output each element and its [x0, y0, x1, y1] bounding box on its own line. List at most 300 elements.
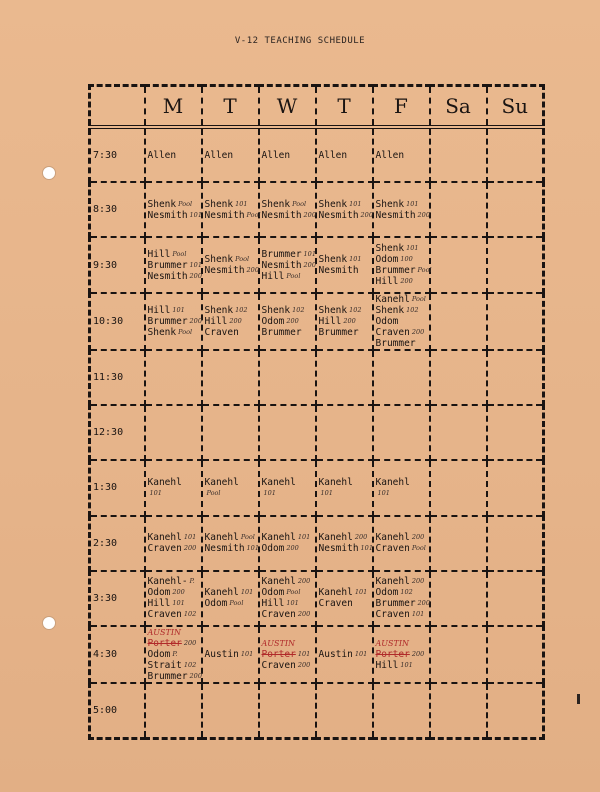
time-row [90, 626, 544, 683]
instructor-name: Craven [147, 543, 182, 555]
room-number: Pool [240, 533, 255, 542]
instructor-name: Craven [375, 609, 410, 621]
schedule-cell [430, 405, 487, 460]
instructor-entry [147, 315, 202, 327]
schedule-cell [202, 293, 259, 350]
instructor-name: Nesmith [147, 270, 188, 282]
instructor-name: Shenk [147, 198, 177, 210]
struck-name: Porter [261, 649, 296, 661]
instructor-entry [261, 248, 316, 260]
time-label: 4:30 [90, 626, 145, 683]
instructor-name: Nesmith [147, 209, 188, 221]
instructor-entry [375, 265, 432, 277]
schedule-cell [316, 127, 373, 182]
room-number: 101 [189, 210, 202, 219]
instructor-name: Craven [261, 609, 296, 621]
schedule-cell [202, 626, 259, 683]
instructor-entry [148, 627, 199, 638]
room-number: 102 [400, 588, 413, 597]
instructor-name: Brummer [147, 315, 188, 327]
instructor-name: Nesmith [318, 543, 359, 555]
room-number: Pool [411, 544, 426, 553]
instructor-entry [262, 271, 313, 282]
time-row [90, 293, 544, 350]
schedule-cell [259, 516, 316, 571]
room-number: 101 [354, 650, 368, 659]
instructor-entry [262, 609, 313, 620]
room-number: 101 [406, 199, 419, 208]
schedule-cell [202, 182, 259, 237]
instructor-entry [319, 488, 370, 499]
instructor-entry [262, 660, 313, 671]
room-number: 101 [297, 650, 311, 659]
day-header: T [202, 86, 259, 128]
schedule-cell [316, 626, 373, 683]
schedule-cell [316, 683, 373, 738]
instructor-name: Nesmith [318, 209, 359, 221]
time-label: 3:30 [90, 571, 145, 626]
instructor-entry [205, 532, 256, 543]
room-number: 200 [417, 210, 430, 219]
instructor-name: Allen [204, 149, 234, 161]
instructor-name: Odom [147, 587, 171, 599]
room-number: Pool [286, 588, 301, 597]
room-number: 200 [183, 639, 197, 648]
room-number: 101 [354, 588, 368, 597]
instructor-entry [205, 488, 256, 499]
instructor-entry [319, 587, 370, 598]
instructor-name: Shenk [204, 254, 234, 266]
room-number: 200 [400, 277, 413, 286]
instructor-entry [376, 638, 427, 649]
instructor-entry [376, 199, 427, 210]
schedule-cell [202, 237, 259, 292]
instructor-entry [376, 276, 427, 287]
instructor-entry [376, 543, 427, 554]
instructor-name: Shenk [318, 198, 348, 210]
room-number: 101 [263, 488, 276, 497]
room-number: 101 [360, 544, 373, 553]
schedule-cell [145, 405, 202, 460]
schedule-cell [316, 571, 373, 626]
schedule-cell [145, 460, 202, 515]
instructor-name: Brummer [318, 326, 359, 338]
room-number: 200 [286, 544, 299, 553]
instructor-entry [375, 209, 430, 221]
instructor-name: Shenk [318, 254, 348, 266]
day-header: T [316, 86, 373, 128]
instructor-entry [262, 587, 313, 598]
time-row [90, 237, 544, 292]
schedule-cell [430, 516, 487, 571]
schedule-table [88, 84, 545, 740]
instructor-name: Hill [318, 315, 342, 327]
instructor-name: Odom [375, 315, 399, 327]
instructor-entry [147, 671, 202, 683]
instructor-entry [262, 305, 313, 316]
room-number: Pool [206, 488, 221, 497]
schedule-cell [487, 460, 544, 515]
instructor-entry [262, 150, 313, 161]
instructor-name: Shenk [204, 304, 234, 316]
instructor-name: Hill [147, 304, 171, 316]
room-number: 200 [246, 266, 259, 275]
room-number: Pool [235, 255, 250, 264]
schedule-cell [145, 293, 202, 350]
instructor-name: Brummer [147, 671, 188, 683]
instructor-entry [376, 316, 427, 327]
instructor-entry [318, 209, 373, 221]
schedule-cell [487, 405, 544, 460]
instructor-entry [205, 254, 256, 265]
instructor-entry [376, 660, 427, 671]
instructor-entry [147, 259, 202, 271]
schedule-cell [430, 182, 487, 237]
corner-cell [90, 86, 145, 128]
time-label: 2:30 [90, 516, 145, 571]
room-number: 200 [343, 316, 356, 325]
time-row [90, 516, 544, 571]
room-number: 200 [172, 588, 185, 597]
instructor-name: Craven [375, 543, 410, 555]
time-row [90, 571, 544, 626]
room-number: Pool [411, 294, 426, 303]
room-number: Pool [286, 271, 301, 280]
schedule-cell [487, 127, 544, 182]
instructor-entry [205, 649, 256, 660]
instructor-name: Craven [204, 326, 239, 338]
instructor-entry [376, 587, 427, 598]
instructor-name: Craven [261, 660, 296, 672]
room-number: 200 [411, 577, 425, 586]
schedule-cell [316, 516, 373, 571]
instructor-entry [148, 576, 199, 587]
schedule-cell [373, 293, 430, 350]
instructor-name: Brummer [147, 259, 188, 271]
room-number: 101 [303, 249, 316, 258]
schedule-cell [373, 350, 430, 405]
room-number: 200 [297, 661, 311, 670]
schedule-cell [316, 460, 373, 515]
instructor-name: Kanehl [318, 587, 353, 599]
instructor-name: Kanehl [375, 576, 410, 588]
instructor-entry [376, 305, 427, 316]
room-number: 200 [189, 672, 202, 681]
schedule-cell [487, 350, 544, 405]
room-number: 200 [297, 610, 311, 619]
schedule-cell [487, 571, 544, 626]
instructor-entry [148, 609, 199, 620]
time-label: 5:00 [90, 683, 145, 738]
schedule-cell [202, 683, 259, 738]
schedule-cell [373, 571, 430, 626]
instructor-name: Brummer [261, 326, 302, 338]
instructor-name: Kanehl [204, 587, 239, 599]
room-number: Pool [246, 210, 261, 219]
instructor-entry [319, 265, 370, 276]
schedule-cell [145, 127, 202, 182]
instructor-entry [376, 150, 427, 161]
instructor-name: Kanehl [261, 476, 296, 488]
instructor-name: Austin [318, 649, 353, 661]
room-number: Pool [178, 327, 193, 336]
schedule-cell [373, 182, 430, 237]
instructor-name: Shenk [261, 304, 291, 316]
schedule-cell [259, 293, 316, 350]
instructor-entry [262, 316, 313, 327]
instructor-name: Kanehl [318, 532, 353, 544]
schedule-cell [316, 237, 373, 292]
room-number: Pool [292, 199, 307, 208]
instructor-name: Kanehl [204, 476, 239, 488]
schedule-cell [145, 571, 202, 626]
instructor-name: Allen [261, 149, 291, 161]
instructor-entry [376, 649, 427, 660]
instructor-name: Brummer [375, 337, 416, 349]
schedule-cell [430, 683, 487, 738]
instructor-name: Kanehl [375, 532, 410, 544]
schedule-cell [316, 405, 373, 460]
room-number: 101 [406, 244, 419, 253]
instructor-entry [376, 477, 427, 488]
schedule-cell [202, 571, 259, 626]
punch-hole-top [42, 166, 56, 180]
day-header: Su [487, 86, 544, 128]
schedule-cell [316, 350, 373, 405]
instructor-entry [148, 532, 199, 543]
schedule-cell [259, 182, 316, 237]
instructor-name: Kanehl [318, 476, 353, 488]
instructor-entry [262, 576, 313, 587]
instructor-entry [148, 199, 199, 210]
instructor-entry [147, 209, 202, 221]
instructor-name: Hill [147, 598, 171, 610]
instructor-entry [148, 543, 199, 554]
time-row [90, 127, 544, 182]
instructor-entry [262, 477, 313, 488]
schedule-cell [202, 516, 259, 571]
instructor-entry [204, 265, 259, 277]
room-number: 200 [354, 533, 368, 542]
instructor-name: Kanehl [375, 293, 410, 305]
instructor-name: Odom [261, 587, 285, 599]
schedule-cell [373, 405, 430, 460]
instructor-entry [376, 532, 427, 543]
instructor-entry [319, 327, 370, 338]
time-row [90, 182, 544, 237]
instructor-entry [376, 338, 427, 349]
room-number: 101 [172, 599, 185, 608]
day-header: Sa [430, 86, 487, 128]
schedule-cell [373, 626, 430, 683]
instructor-entry [261, 209, 316, 221]
instructor-entry [376, 294, 427, 305]
schedule-cell [316, 182, 373, 237]
time-row [90, 405, 544, 460]
room-number: 101 [240, 588, 254, 597]
instructor-entry [205, 316, 256, 327]
room-number: 101 [149, 488, 162, 497]
instructor-entry [205, 150, 256, 161]
instructor-entry [319, 532, 370, 543]
time-label: 8:30 [90, 182, 145, 237]
schedule-cell [259, 626, 316, 683]
instructor-entry [147, 270, 202, 282]
instructor-name: Kanehl [147, 476, 182, 488]
schedule-cell [430, 237, 487, 292]
room-number: 101 [320, 488, 333, 497]
schedule-cell [259, 571, 316, 626]
day-header: M [145, 86, 202, 128]
schedule-cell [316, 293, 373, 350]
time-label: 7:30 [90, 127, 145, 182]
room-number: 102 [183, 610, 197, 619]
instructor-entry [148, 305, 199, 316]
room-number: 101 [172, 305, 185, 314]
instructor-entry [204, 543, 259, 555]
instructor-entry [148, 638, 199, 649]
instructor-name: Nesmith [204, 209, 245, 221]
room-number: 101 [183, 533, 197, 542]
schedule-cell [202, 460, 259, 515]
time-label: 1:30 [90, 460, 145, 515]
instructor-entry [205, 327, 256, 338]
room-number: 101 [411, 610, 425, 619]
time-label: 10:30 [90, 293, 145, 350]
instructor-name: Strait [147, 660, 182, 672]
room-number: 102 [235, 305, 248, 314]
room-number: 200 [411, 533, 425, 542]
instructor-entry [205, 587, 256, 598]
room-number: 101 [240, 650, 254, 659]
room-number: 200 [189, 316, 202, 325]
schedule-cell [373, 516, 430, 571]
room-number: P. [189, 577, 195, 586]
punch-hole-bottom [42, 616, 56, 630]
instructor-entry [376, 243, 427, 254]
schedule-cell [430, 127, 487, 182]
schedule-cell [259, 127, 316, 182]
instructor-name: Nesmith [204, 265, 245, 277]
day-header-row [90, 86, 544, 128]
instructor-name: Nesmith [375, 209, 416, 221]
room-number: P. [172, 650, 178, 659]
instructor-name: Kanehl [261, 532, 296, 544]
room-number: 101 [400, 661, 413, 670]
instructor-name: Hill [375, 276, 399, 288]
instructor-entry [148, 150, 199, 161]
instructor-entry [375, 598, 430, 610]
instructor-entry [205, 598, 256, 609]
instructor-entry [319, 316, 370, 327]
instructor-entry [376, 254, 427, 265]
instructor-name: Odom [261, 315, 285, 327]
schedule-cell [145, 237, 202, 292]
instructor-entry [262, 649, 313, 660]
day-header: W [259, 86, 316, 128]
instructor-entry [319, 598, 370, 609]
instructor-entry [262, 327, 313, 338]
instructor-entry [319, 150, 370, 161]
handwritten-name: AUSTIN [261, 639, 295, 649]
room-number: Pool [178, 199, 193, 208]
schedule-cell [145, 516, 202, 571]
room-number: 101 [297, 533, 311, 542]
room-number: 102 [406, 305, 419, 314]
instructor-entry [262, 598, 313, 609]
room-number: 200 [417, 599, 430, 608]
instructor-name: Nesmith [204, 543, 245, 555]
instructor-name: Shenk [375, 304, 405, 316]
instructor-name: Shenk [204, 198, 234, 210]
time-row [90, 683, 544, 738]
room-number: 101 [246, 544, 259, 553]
instructor-name: Craven [318, 598, 353, 610]
instructor-name: Hill [204, 315, 228, 327]
time-row [90, 350, 544, 405]
instructor-entry [262, 532, 313, 543]
instructor-name: Hill [375, 660, 399, 672]
instructor-entry [148, 488, 199, 499]
document-title: V-12 TEACHING SCHEDULE [234, 36, 366, 46]
instructor-name: Allen [375, 149, 405, 161]
instructor-entry [205, 199, 256, 210]
schedule-cell [373, 460, 430, 515]
schedule-cell [430, 350, 487, 405]
instructor-entry [376, 576, 427, 587]
room-number: 101 [349, 199, 362, 208]
instructor-name: Shenk [375, 198, 405, 210]
instructor-name: Craven [147, 609, 182, 621]
time-label: 12:30 [90, 405, 145, 460]
instructor-name: Shenk [318, 304, 348, 316]
room-number: 101 [349, 255, 362, 264]
instructor-entry [261, 259, 316, 271]
instructor-entry [262, 199, 313, 210]
struck-name: Porter [147, 638, 182, 650]
room-number: 200 [411, 650, 425, 659]
schedule-cell [145, 350, 202, 405]
room-number: 101 [286, 599, 299, 608]
room-number: Pool [229, 599, 244, 608]
instructor-entry [262, 638, 313, 649]
struck-name: Porter [375, 649, 410, 661]
room-number: 200 [229, 316, 242, 325]
room-number: 200 [360, 210, 373, 219]
instructor-entry [376, 488, 427, 499]
schedule-cell [430, 626, 487, 683]
room-number: 200 [411, 327, 425, 336]
instructor-name: Allen [318, 149, 348, 161]
instructor-entry [318, 543, 373, 555]
room-number: 200 [297, 577, 311, 586]
margin-mark [577, 694, 580, 704]
schedule-cell [487, 293, 544, 350]
instructor-entry [205, 305, 256, 316]
instructor-entry [319, 254, 370, 265]
schedule-cell [259, 405, 316, 460]
instructor-name: Odom [204, 598, 228, 610]
schedule-body [90, 127, 544, 739]
schedule-cell [487, 237, 544, 292]
instructor-name: Odom [261, 543, 285, 555]
instructor-name: Brummer [261, 248, 302, 260]
schedule-cell [430, 460, 487, 515]
room-number: 101 [235, 199, 248, 208]
instructor-name: Odom [147, 649, 171, 661]
schedule-cell [145, 683, 202, 738]
time-label: 11:30 [90, 350, 145, 405]
